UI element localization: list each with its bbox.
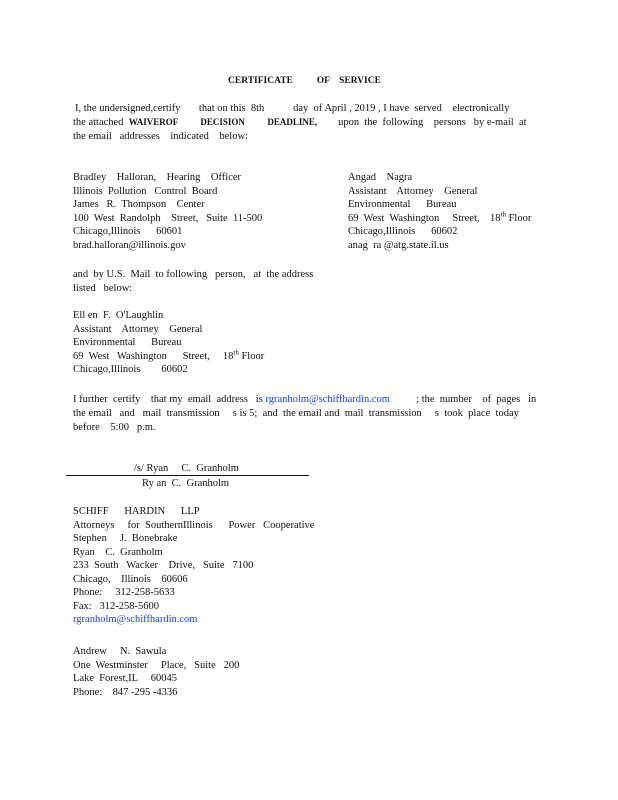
firm-email-link[interactable]: rgranholm@schiffhardin.com (73, 614, 198, 625)
andrew-line: Lake Forest,IL 60045 (73, 673, 178, 684)
mail-recipient (73, 309, 264, 377)
further-line-1 (73, 393, 536, 407)
recipient-left-line: Illinois Pollution Control Board (73, 185, 218, 197)
mail-recipient-line (73, 350, 264, 364)
recipient-right (348, 171, 531, 252)
firm-line: Chicago, Illinois 60606 (73, 573, 188, 585)
intro-line-1: I, the undersigned,certify that on this 8th day of April , 2019 , I have served electronically (75, 103, 510, 114)
floor-superscript: th (233, 348, 239, 356)
mail-intro-line: listed below: (73, 282, 133, 294)
recipient-right-line: Angad Nagra (348, 172, 413, 183)
mail-recipient-line: Chicago,Illinois 60602 (73, 364, 188, 375)
andrew-block (73, 645, 239, 699)
mail-recipient-line: Ell en F. O'Laughlin (73, 310, 164, 321)
recipient-right-street: 69 West Washington Street, 18 (348, 212, 501, 224)
recipient-left-email: brad.halloran@illinois.gov (73, 239, 186, 251)
further-text: I further certify that my email address is (73, 394, 266, 405)
intro-line-3: the email addresses indicated below: (73, 131, 248, 142)
further-text: ; the number of pages in (389, 394, 537, 405)
recipient-right-line: Chicago,Illinois 60602 (348, 226, 458, 237)
intro-line-2 (73, 116, 527, 130)
firm-phone: Phone: 312-258-5633 (73, 587, 175, 598)
recipient-left-line: James R. Thompson Center (73, 199, 205, 210)
signer-name: Ry an C. Granholm (142, 478, 230, 489)
firm-line: SCHIFF HARDIN LLP (73, 506, 200, 517)
recipient-left-line: Chicago,Illinois 60601 (73, 226, 183, 237)
intro-line-2-start: the attached (73, 117, 129, 128)
andrew-phone: Phone: 847 -295 -4336 (73, 686, 178, 698)
mail-recipient-line: Assistant Attorney General (73, 323, 203, 335)
recipient-right-line: Environmental Bureau (348, 199, 457, 210)
recipient-left (73, 171, 262, 252)
signature: /s/ Ryan C. Granholm (134, 463, 239, 474)
mail-intro-line: and by U.S. Mail to following person, at the address (73, 269, 314, 280)
firm-line: Attorneys for SouthernIllinois Power Cooperative (73, 519, 315, 531)
further-line-3: before 5:00 p.m. (73, 422, 156, 433)
recipient-left-line: 100 West Randolph Street, Suite 11-500 (73, 212, 263, 224)
further-line-2: the email and mail transmission s is 5; and the email and mail transmission s took place today (73, 408, 519, 419)
firm-line: Stephen J. Bonebrake (73, 533, 178, 544)
floor-label: Floor (238, 350, 265, 362)
andrew-line: Andrew N. Sawula (73, 646, 167, 657)
recipient-right-line: Assistant Attorney General (348, 185, 478, 197)
firm-line: 233 South Wacker Drive, Suite 7100 (73, 560, 254, 571)
mail-intro (73, 268, 313, 295)
mail-recipient-street: 69 West Washington Street, 18 (73, 350, 234, 362)
mail-recipient-line: Environmental Bureau (73, 337, 182, 348)
recipient-right-line (348, 212, 531, 226)
firm-block (73, 505, 314, 627)
andrew-line: One Westminster Place, Suite 200 (73, 659, 240, 671)
document-name: WAIVEROF DECISION DEADLINE, (128, 117, 318, 127)
email-link[interactable]: rgranholm@schiffhardin.com (265, 394, 390, 405)
intro-line-2-end: upon the following persons by e-mail at (317, 117, 527, 128)
document-title: CERTIFICATE OF SERVICE (228, 76, 381, 86)
floor-superscript: th (500, 210, 506, 218)
recipient-right-email: anag ra @atg.state.il.us (348, 239, 449, 251)
firm-fax: Fax: 312-258-5600 (73, 600, 160, 612)
floor-label: Floor (505, 212, 532, 224)
firm-line: Ryan C. Granholm (73, 546, 163, 558)
signature-line (66, 475, 309, 476)
recipient-left-line: Bradley Halloran, Hearing Officer (73, 172, 242, 183)
